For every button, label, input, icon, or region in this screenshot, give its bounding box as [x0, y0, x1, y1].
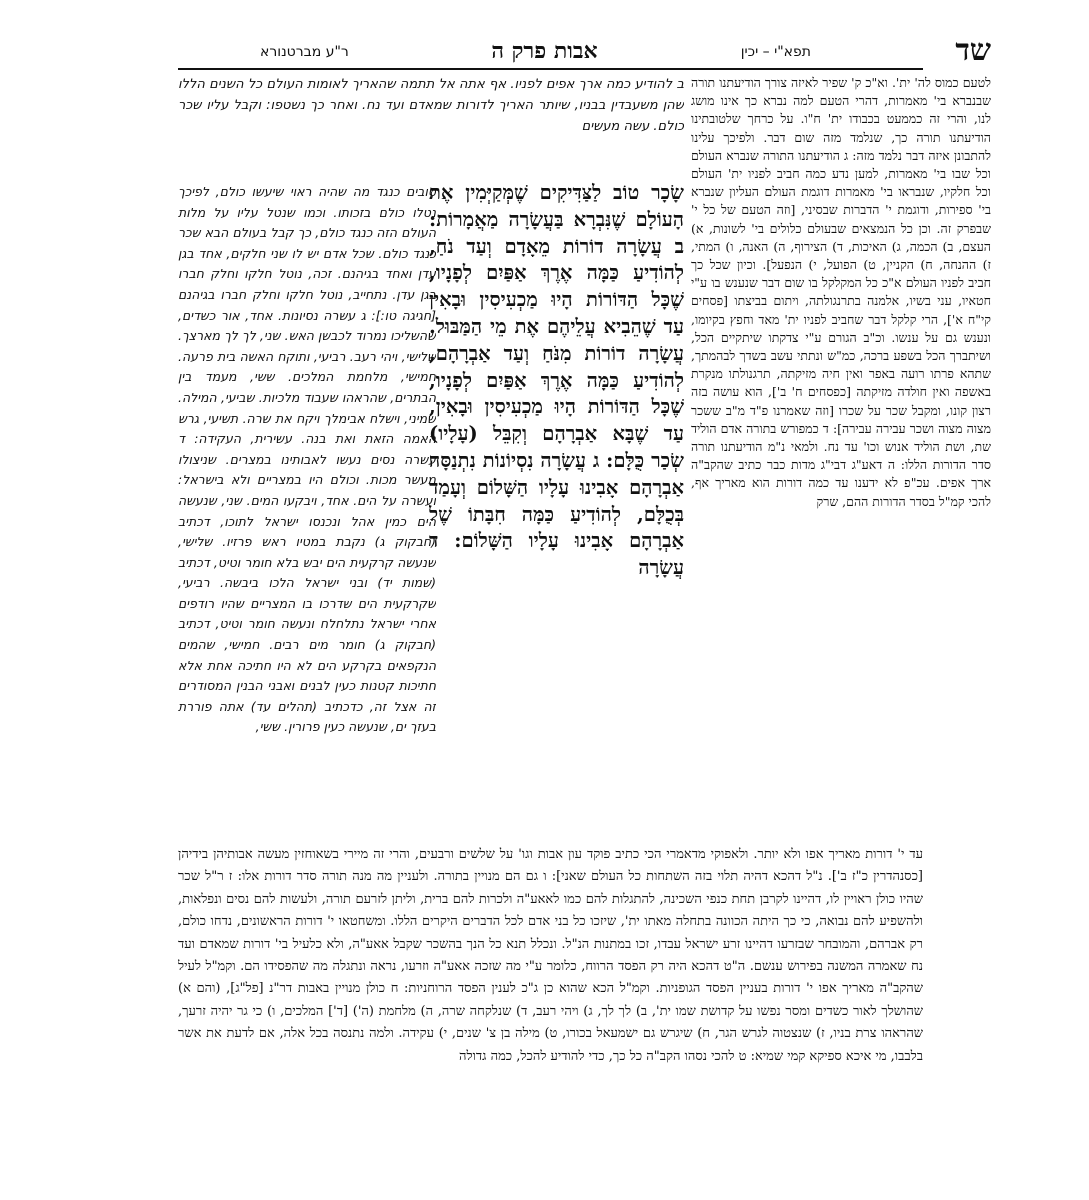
page-title: אבות פרק ה	[491, 38, 598, 64]
mishnah-text: שָׂכָר טוֹב לַצַּדִּיקִים שֶׁמְּקַיְּמִין אֶת הָעוֹלָם שֶׁנִּבְרָא בַּעֲשָׂרָה מַאֲמָרוֹת: ב עֲשָׂרָה דוֹרוֹת מֵאָדָם וְעַד נֹחַ, לְהוֹדִיעַ כַּמָּה אֶרֶךְ אַפַּיִם לְפָנָיו, שֶׁכָּל הַדּוֹרוֹת הָיוּ מַכְעִיסִין וּבָאִין עַד שֶׁהֵבִיא עֲלֵיהֶם אֶת מֵי הַמַּבּוּל. עֲשָׂרָה דוֹרוֹת מִנֹּחַ וְעַד אַבְרָהָם, לְהוֹדִיעַ כַּמָּה אֶרֶךְ אַפַּיִם לְפָנָיו, שֶׁכָּל הַדּוֹרוֹת הָיוּ מַכְעִיסִין וּבָאִין, עַד שֶׁבָּא אַבְרָהָם וְקִבֵּל (עָלָיו) שְׂכַר כֻּלָּם: ג עֲשָׂרָה נִסְיוֹנוֹת נִתְנַסָּה אַבְרָהָם אָבִינוּ עָלָיו הַשָּׁלוֹם וְעָמַד בְּכֻלָּם, לְהוֹדִיעַ כַּמָּה חִבָּתוֹ שֶׁל אַבְרָהָם אָבִינוּ עָלָיו הַשָּׁלוֹם: ד עֲשָׂרָה	[429, 181, 684, 580]
bartenura-commentary: טובים כנגד מה שהיה ראוי שיעשו כולם, לפיכך נטלו כולם בזכותו. וכמו שנטל עליו על מלות העולם הזה כנגד כולם, כך קבל בעולם הבא שכר כנגד כולם. שכל אדם יש לו שני חלקים, אחד בגן עדן ואחד בגיהנם. זכה, נוטל חלקו וחלק חברו בגן עדן. נתחייב, נוטל חלקו וחלק חברו בגיהנם [חגיגה טו:]: ג עשרה נסיונות. אחד, אור כשדים, שהשליכו נמרוד לכבשן האש. שני, לך לך מארצך. שלישי, ויהי רעב. רביעי, ותוקח האשה בית פרעה. חמישי, מלחמת המלכים. ששי, מעמד בין הבתרים, שהראהו שעבוד מלכיות. שביעי, המילה. שמיני, וישלח אבימלך ויקח את שרה. תשיעי, גרש האמה הזאת ואת בנה. עשירית, העקידה: ד עשרה נסים נעשו לאבותינו במצרים. שניצולו מעשר מכות. וכולם היו במצריים ולא בישראל: ועשרה על הים. אחד, ויבקעו המים. שני, שנעשה הים כמין אהל ונכנסו ישראל לתוכו, דכתיב (חבקוק ג) נקבת במטיו ראש פרזיו. שלישי, שנעשה קרקעית הים יבש בלא חומר וטיט, דכתיב (שמות יד) ובני ישראל הלכו ביבשה. רביעי, שקרקעית הים שדרכו בו המצריים שהיו רודפים אחרי ישראל נתלחלח ונעשה חומר וטיט, דכתיב (חבקוק ג) חומר מים רבים. חמישי, שהמים הנקפאים בקרקע הים לא היו חתיכה אחת אלא חתיכות קטנות כעין לבנים ואבני הבנין המסודרים זה אצל זה, כדכתיב (תהלים עד) אתה פוררת בעזך ים, שנעשה כעין פרורין. ששי,	[178, 184, 436, 735]
tiferet-yisrael-commentary: לטעם כמוס לה' ית'. וא"כ ק' שפיר לאיזה צורך הודיעתנו תורה שבנברא בי' מאמרות, דהרי הטעם למה נברא כך אינו מושג לנו, והרי זה כממעט בכבודו ית' ח"ו. על כרחך שלטובתינו הודיעתנו תורה כך, שנלמד מזה שום דבר. ולפיכך עלינו להתבונן איזה דבר נלמד מזה: ג הודיעתנו התורה שנברא העולם וכל שבו בי' מאמרות, למען נדע כמה חביב לפניו ית' העולם וכל חלקיו, שנבראו בי' מאמרות דוגמת העולם העליון שנברא בי' ספירות, ודוגמת י' הדברות שבסיני, [וזה הטעם של כל י' שבפרק זה. וכן כל הנמצאים שבעולם כלולים בי' לשונות, א) העצם, ב) הכמה, ג) האיכות, ד) הצירוף, ה) האנה, ו) המתי, ז) ההנחה, ח) הקניין, ט) הפועל, י) הנפעל]. וכיון שכל כך חביב לפניו העולם א"כ כל המקלקל בו שום דבר שנענש בו ע"י חטאיו, עני בשיו, אלמנה בתרנגולתה, ויתום בביצתו [פסחים קי"ח א'], הרי קלקל דבר שחביב לפניו ית' מאד וחפץ בקיומו, ונענש גם על ענשו. וכ"ב הגורם ע"י צדקתו שיתקיים הכל, ושיתברך הכל בשפע ברכה, כמ"ש ונתתי עשב בשדך לבהמתך, שתהא פרתו רועה באפר ואין חיה מזיקתה, תרגנולתו מנקרת באשפה ואין חולדה מזיקתה [כפסחים ח' ב'], הוא עושה בזה רצון קונו, ומקבל שכר על שכרו [וזה שאמרנו פ"ד מ"ב ששכר מצוה מצוה ושכר עבירה עבירה]: ד כמפורש בתורה אדם הוליד שת, ושת הוליד אנוש וכו' עד נח. ולמאי נ"מ הודיעתנו תורה סדר הדורות הללו: ה דאע"ג דבי"ג מדות כבר כתיב שהקב"ה ארך אפים. עכ"פ לא ידענו עד כמה דורות הוא מאריך אף, להכי קמ"ל בסדר הדורות ההם, שרק	[691, 75, 991, 509]
bartenura-commentary-top: ב להודיע כמה ארך אפים לפניו. אף אתה אל תתמה שהאריך לאומות העולם כל השנים הללו שהן משעבדין בבניו, שיותר האריך לדורות שמאדם ועד נח. ואחר כך נשטפו: וקבל עליו שכר כולם. עשה מעשים	[178, 77, 684, 134]
commentary-title: ר"ע מברטנורא	[260, 44, 349, 60]
running-subtitle: תפא"י – יכין	[740, 44, 811, 60]
commentary-footnotes: עד י' דורות מאריך אפו ולא יותר. ולאפוקי מדאמרי הכי כתיב פוקד עון אבות וגו' על שלשים ורבעים, והרי זה מיירי בשאוחזין מעשה אבותיהן בידיהן [כסנהדרין כ"ז ב']. נ"ל דהכא דהיה תלוי בזה השתחות כל העולם שאני]: ו גם הם מנויין בתורה. ולעניין מה מנה תורה סדר דורות אלו: ז ר"ל שכר שהיו כולן ראויין לו, דהיינו לקרבן תחת כנפי השכינה, להתגלות להם כמו לאאע"ה ולכרות להם ברית, וליתן לזרעם תורה, ולעשות להם נסים ונפלאות, ולהשפיע להם נבואה, כי כך היתה הכוונה בתחלה מאתו ית', שיזכו כל בני אדם לכל הדברים היקרים הללו. ומשחטאו י' דורות הראשונים, נדחו כולם, רק אברהם, והמובחר שבזרעו דהיינו זרע ישראל עבדו, זכו במתנות הנ"ל. ונכלל תנא כל הנך בהשכר שקבל אאע"ה, ולא כלעיל בי' דורות שמאדם ועד נח שאמרה המשנה בפירוש ענשם. ה"ט דהכא היה רק הפסד הרווח, כלומר ע"י מה שזכה אאע"ה וזרעו, נראה ונתגלה מה שהפסידו הם. וקמ"ל לעיל שהקב"ה מאריך אפו י' דורות בעניין הפסד הגופניות. וקמ"ל הכא שהוא כן ג"כ לענין הפסד הרוחניות: ח כולן מנויין באבות דר"נ [פל"ג], (והם א) שהושלך לאור כשדים ומסר נפשו על קדושת שמו ית', ב) לך לך, ג) ויהי רעב, ד) שנלקחה שרה, ה) מלחמת (ה') [ד'] המלכים, ו) כי גר יהיה זרעך, שהראהו צרת בניו, ז) שנצטוה לגרש הגר, ח) שיגרש גם ישמעאל בכורו, ט) מילה בן צ' שנים, י) עקידה. ולמה נתנסה בכל אלה, אם לדעת את אשר בלבבו, מי איכא ספיקא קמי שמיא: ט להכי נסהו הקב"ה כל כך, כדי להודיע להכל, כמה גדולה	[178, 847, 923, 1064]
header-rule	[178, 68, 923, 70]
page-number: שד	[955, 33, 991, 68]
